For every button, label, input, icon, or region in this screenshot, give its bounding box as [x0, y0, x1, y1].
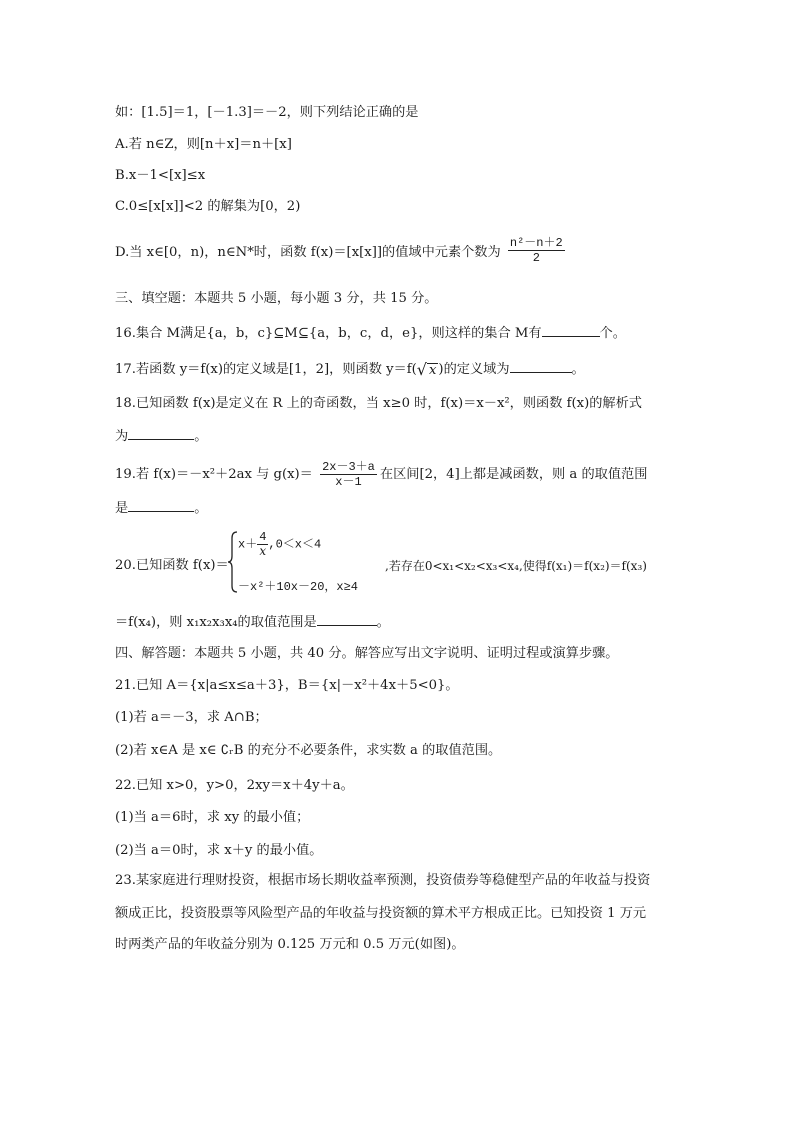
question-20-lead: 20.已知函数 f(x)＝	[115, 558, 229, 573]
fraction-numerator: 2x－3＋a	[322, 460, 375, 474]
case-1-expression: x＋	[238, 537, 258, 552]
q17-text-2: )的定义域为	[438, 362, 510, 377]
piecewise-case-2: －x²＋10x－20，x≥4	[238, 580, 359, 594]
sqrt-icon: √	[416, 359, 427, 379]
question-21: 21.已知 A＝{x|a≤x≤a＋3}，B＝{x|－x²＋4x＋5<0}。	[115, 678, 459, 693]
question-16	[115, 323, 626, 343]
section-heading-answer: 四、解答题：本题共 5 小题，共 40 分。解答应写出文字说明、证明过程或演算步骤。	[115, 646, 619, 661]
answer-blank	[128, 498, 194, 512]
q20-text: ＝f(x₄)，则 x₁x₂x₃x₄的取值范围是	[115, 615, 317, 630]
option-a: A.若 n∈Z，则[n＋x]＝n＋[x]	[115, 137, 292, 152]
text-line: 如：[1.5]＝1，[－1.3]＝－2，则下列结论正确的是	[115, 105, 419, 120]
q19-text-2: 在区间[2，4]上都是减函数，则 a 的取值范围	[379, 467, 648, 482]
option-c: C.0≤[x[x]]<2 的解集为[0，2)	[115, 199, 301, 214]
sqrt-expression	[416, 359, 439, 379]
q16-suffix: 个。	[599, 326, 626, 341]
question-23-line-3: 时两类产品的年收益分别为 0.125 万元和 0.5 万元(如图)。	[115, 937, 465, 952]
q19-prefix: 是	[115, 501, 129, 516]
q19-text: 19.若 f(x)＝－x²＋2ax 与 g(x)＝	[115, 467, 313, 482]
q18-prefix: 为	[115, 429, 129, 444]
answer-blank	[128, 426, 194, 440]
question-22-part-1: (1)当 a＝6时，求 xy 的最小值；	[115, 810, 310, 825]
q19-suffix: 。	[194, 501, 208, 516]
question-21-part-2: (2)若 x∈A 是 x∈ ∁ᵣB 的充分不必要条件，求实数 a 的取值范围。	[115, 743, 502, 758]
answer-blank	[317, 612, 377, 626]
q19-fraction	[320, 460, 377, 489]
q16-text: 16.集合 M满足{a，b，c}⊆M⊆{a，b，c，d，e}，则这样的集合 M有	[115, 326, 542, 341]
q18-suffix: 。	[194, 429, 208, 444]
question-23-line-1: 23.某家庭进行理财投资，根据市场长期收益率预测，投资债券等稳健型产品的年收益与投资	[115, 873, 651, 888]
question-20-line-2	[115, 612, 390, 632]
sqrt-radicand: x	[428, 362, 437, 378]
fraction-numerator: n²－n＋2	[509, 236, 563, 250]
question-17	[115, 359, 585, 379]
q20-suffix: 。	[376, 615, 390, 630]
answer-blank	[510, 359, 572, 373]
q17-text: 17.若函数 y＝f(x)的定义域是[1，2]，则函数 y＝f(	[115, 362, 417, 377]
fraction-denominator: x	[259, 544, 267, 558]
fraction-denominator: 2	[532, 251, 540, 265]
q17-suffix: 。	[571, 362, 585, 377]
option-d	[115, 238, 568, 267]
question-20-condition: ,若存在0<x₁<x₂<x₃<x₄,使得f(x₁)＝f(x₂)＝f(x₃)	[385, 559, 647, 573]
question-19	[115, 460, 647, 489]
option-d-text: D.当 x∈[0，n)，n∈N*时，函数 f(x)＝[x[x]]的值域中元素个数为	[115, 245, 501, 260]
question-18-line-2	[115, 426, 207, 446]
case-1-fraction	[257, 531, 268, 558]
fraction-denominator: x－1	[335, 475, 362, 489]
answer-blank	[542, 323, 600, 337]
question-22: 22.已知 x>0，y>0，2xy＝x＋4y＋a。	[115, 778, 354, 793]
option-d-fraction	[508, 236, 565, 265]
case-1-condition: ,0＜x＜4	[268, 537, 322, 552]
option-b: B.x－1<[x]≤x	[115, 168, 206, 183]
question-18-line-1: 18.已知函数 f(x)是定义在 R 上的奇函数，当 x≥0 时，f(x)＝x－x²，则函数 f(x)的解析式	[115, 396, 642, 411]
section-heading-fill-in: 三、填空题：本题共 5 小题，每小题 3 分，共 15 分。	[115, 291, 438, 306]
question-19-line-2	[115, 498, 207, 518]
question-23-line-2: 额成正比，投资股票等风险型产品的年收益与投资额的算术平方根成正比。已知投资 1 万元	[115, 906, 647, 921]
question-22-part-2: (2)当 a＝0时，求 x＋y 的最小值。	[115, 843, 323, 858]
piecewise-case-1	[238, 531, 321, 558]
question-21-part-1: (1)若 a＝－3，求 A∩B；	[115, 710, 268, 725]
fraction-numerator: 4	[259, 530, 267, 544]
